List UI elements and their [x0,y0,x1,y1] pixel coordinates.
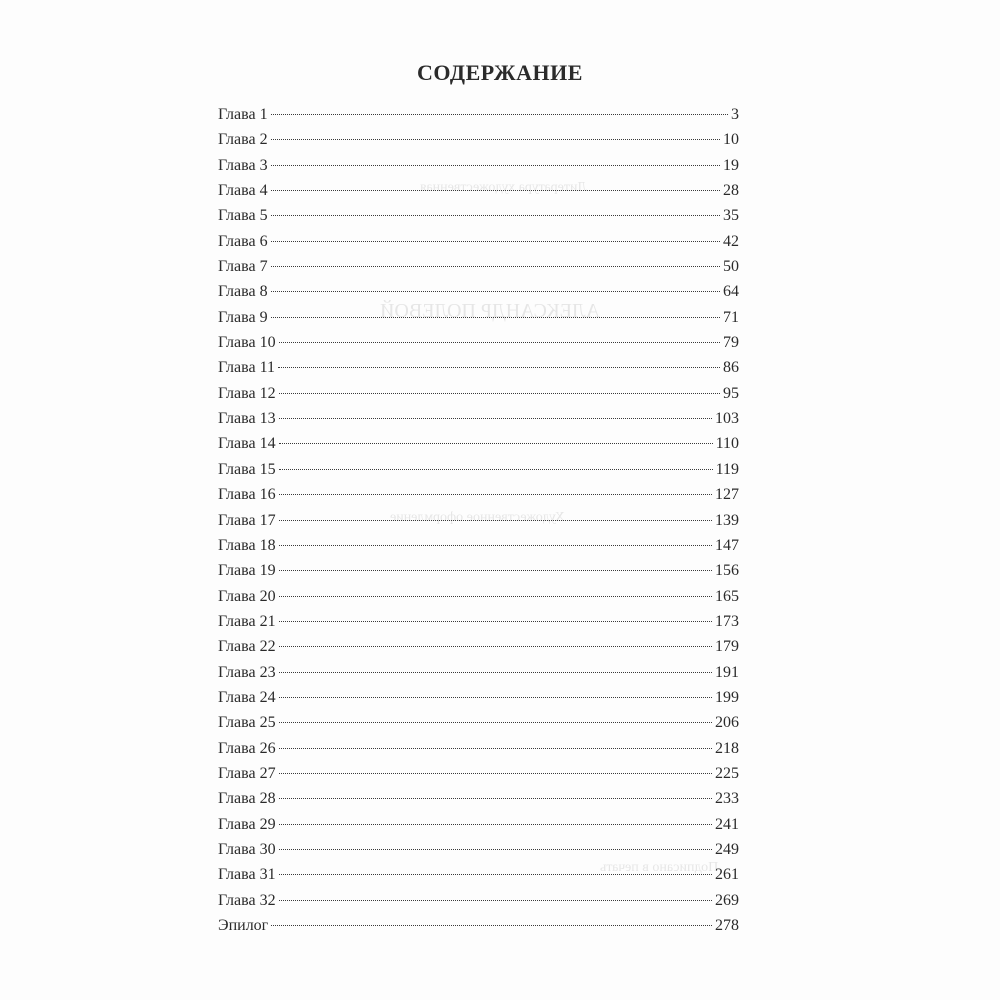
toc-entry-page-number: 156 [715,562,739,580]
toc-entry-label: Глава 23 [218,663,276,681]
toc-entry [218,203,739,228]
toc-entry [218,482,739,507]
toc-entry-label: Глава 10 [218,334,276,352]
toc-entry-label: Глава 4 [218,182,268,200]
dot-leader [271,215,720,216]
dot-leader [279,545,712,546]
dot-leader [279,798,712,799]
dot-leader [279,646,712,647]
toc-entry-page-number: 110 [715,435,739,453]
dot-leader [278,367,720,368]
toc-entry-page-number: 278 [715,917,739,934]
toc-entry [218,584,739,609]
dot-leader [279,900,712,901]
toc-entry-page-number: 86 [723,359,739,377]
toc-entry-page-number: 28 [723,182,739,200]
dot-leader [279,773,712,774]
toc-entry [218,178,739,203]
toc-entry-label: Глава 30 [218,840,276,858]
dot-leader [279,596,712,597]
toc-entry-label: Глава 12 [218,384,276,402]
toc-entry-label: Глава 11 [218,359,275,377]
toc-entry [218,102,739,127]
dot-leader [279,722,712,723]
toc-entry-label: Глава 18 [218,536,276,554]
toc-entry-label: Глава 29 [218,815,276,833]
toc-entry-label: Глава 31 [218,866,276,884]
toc-entry-label: Глава 15 [218,460,276,478]
toc-entry [218,837,739,862]
toc-entry-page-number: 79 [723,334,739,352]
dot-leader [279,520,712,521]
dot-leader [279,494,712,495]
dot-leader [271,291,720,292]
page-title: СОДЕРЖАНИЕ [417,60,583,85]
dot-leader [271,317,720,318]
toc-entry-page-number: 218 [715,739,739,757]
dot-leader [271,190,720,191]
toc-entry [218,153,739,178]
toc-entry [218,634,739,659]
dot-leader [279,469,713,470]
toc-entry-label: Глава 13 [218,410,276,428]
toc-entry-page-number: 127 [715,486,739,504]
dot-leader [279,672,712,673]
toc-entry-label: Глава 7 [218,258,268,276]
toc-entry [218,710,739,735]
toc-entry-label: Глава 1 [218,106,268,123]
dot-leader [279,748,712,749]
toc-entry [218,305,739,330]
toc-entry-page-number: 103 [715,410,739,428]
bleed-through-text: Художественное оформление [390,510,565,525]
dot-leader [271,114,728,115]
toc-entry [218,457,739,482]
toc-entry [218,406,739,431]
toc-entry-label: Глава 16 [218,486,276,504]
toc-entry-page-number: 261 [715,866,739,884]
dot-leader [279,849,712,850]
toc-entry-label: Глава 3 [218,156,268,174]
toc-entry-page-number: 206 [715,714,739,732]
toc-entry-label: Глава 19 [218,562,276,580]
toc-entry-page-number: 50 [723,258,739,276]
toc-entry-page-number: 269 [715,891,739,909]
toc-entry-page-number: 233 [715,790,739,808]
dot-leader [271,266,720,267]
dot-leader [271,165,720,166]
toc-entry-page-number: 35 [723,207,739,225]
toc-entry-label: Глава 14 [218,435,276,453]
toc-entry-label: Глава 22 [218,638,276,656]
toc-entry-page-number: 139 [715,511,739,529]
toc-entry [218,913,739,938]
toc-entry [218,330,739,355]
toc-entry-label: Глава 9 [218,308,268,326]
toc-entry-label: Глава 8 [218,283,268,301]
dot-leader [279,570,712,571]
toc-entry [218,279,739,304]
toc-entry-label: Глава 20 [218,587,276,605]
toc-entry-page-number: 225 [715,764,739,782]
dot-leader [271,139,720,140]
dot-leader [279,393,720,394]
toc-entry [218,558,739,583]
toc-entry-label: Глава 27 [218,764,276,782]
toc-entry-label: Глава 5 [218,207,268,225]
toc-entry [218,127,739,152]
toc-entry-page-number: 249 [715,840,739,858]
toc-entry-label: Глава 26 [218,739,276,757]
dot-leader [279,697,712,698]
dot-leader [279,418,712,419]
toc-entry-label: Эпилог [218,917,269,934]
toc-entry-label: Глава 17 [218,511,276,529]
toc-entry-page-number: 71 [723,308,739,326]
toc-entry-page-number: 42 [723,232,739,250]
toc-entry-page-number: 19 [723,156,739,174]
toc-entry [218,761,739,786]
dot-leader [279,443,713,444]
dot-leader [279,621,712,622]
toc-entry-page-number: 64 [723,283,739,301]
toc-entry [218,685,739,710]
bleed-through-text: Литература художественная [420,180,587,195]
toc-entry-page-number: 199 [715,688,739,706]
dot-leader [279,874,712,875]
dot-leader [279,342,720,343]
toc-entry-page-number: 147 [715,536,739,554]
toc-entry-page-number: 95 [723,384,739,402]
toc-entry [218,786,739,811]
toc-entry-label: Глава 28 [218,790,276,808]
table-of-contents [218,102,739,938]
toc-entry [218,660,739,685]
toc-entry-page-number: 3 [731,106,739,123]
toc-entry [218,533,739,558]
toc-entry-page-number: 191 [715,663,739,681]
toc-entry [218,431,739,456]
toc-entry-page-number: 10 [723,131,739,149]
toc-entry [218,229,739,254]
bleed-through-text: АЛЕКСАНДР ПОЛЕВОЙ [380,300,600,322]
toc-entry [218,254,739,279]
toc-entry-page-number: 119 [715,460,739,478]
toc-entry-label: Глава 24 [218,688,276,706]
toc-entry-page-number: 179 [715,638,739,656]
toc-entry [218,381,739,406]
toc-entry [218,508,739,533]
dot-leader [271,241,720,242]
toc-entry-label: Глава 21 [218,612,276,630]
toc-entry [218,736,739,761]
bleed-through-text: Подписано в печать [600,860,719,875]
toc-entry [218,355,739,380]
toc-entry-label: Глава 25 [218,714,276,732]
toc-entry-label: Глава 6 [218,232,268,250]
toc-entry-label: Глава 32 [218,891,276,909]
toc-entry [218,812,739,837]
dot-leader [279,824,712,825]
toc-entry-page-number: 165 [715,587,739,605]
toc-entry [218,609,739,634]
toc-entry-page-number: 241 [715,815,739,833]
toc-entry [218,888,739,913]
dot-leader [271,925,712,926]
toc-entry [218,862,739,887]
toc-entry-page-number: 173 [715,612,739,630]
toc-entry-label: Глава 2 [218,131,268,149]
